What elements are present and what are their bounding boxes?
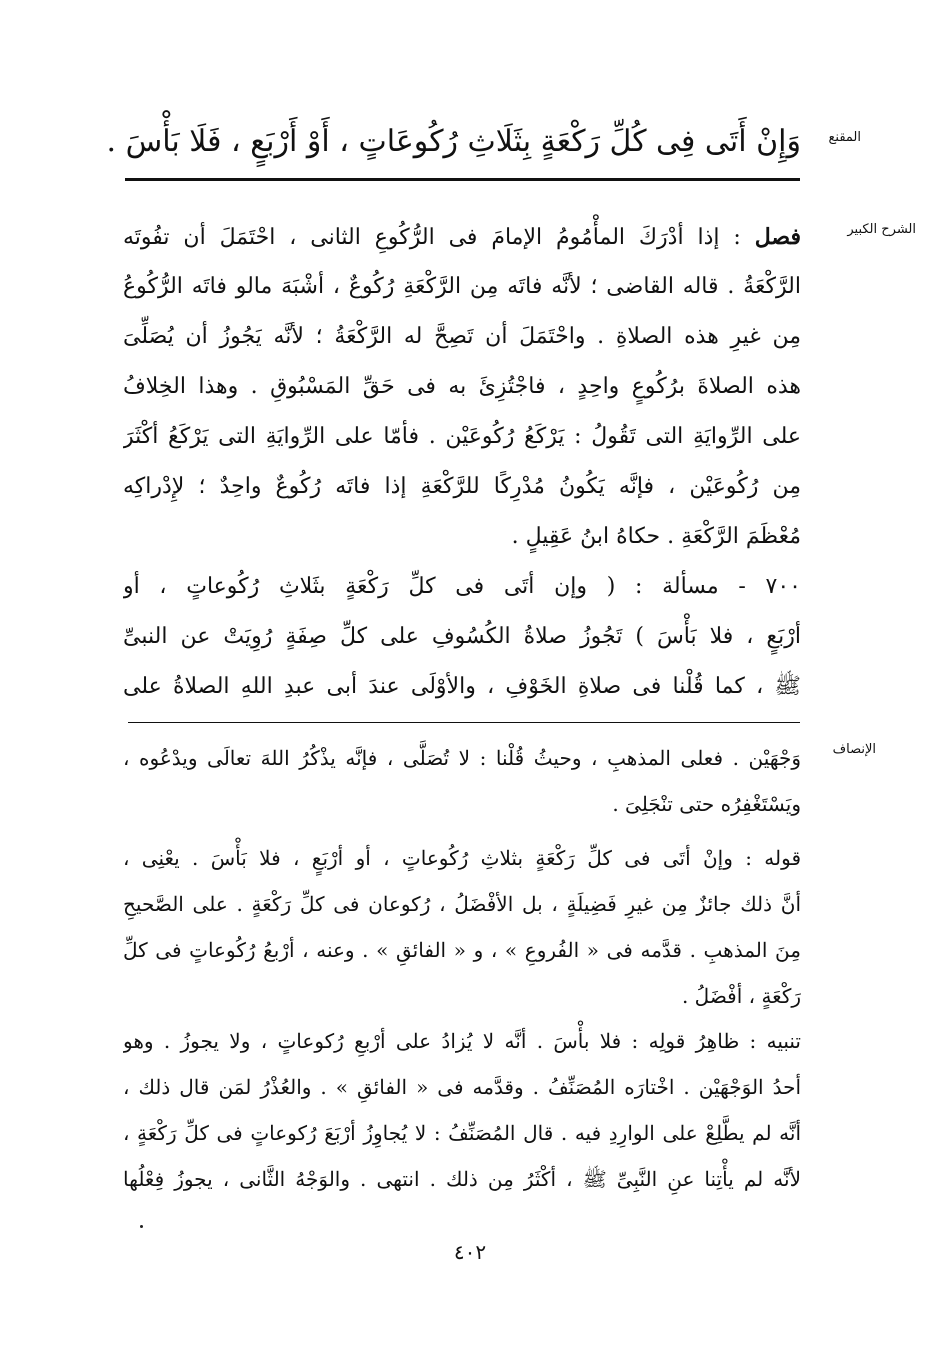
muqni-text: وَإِنْ أَتَى فِى كُلِّ رَكْعَةٍ بِثَلَاثِ رُكُوعَاتٍ ، أَوْ أَرْبَعٍ ، فَلَا بَأْسَ . [106,124,801,159]
insaf-line: لأنَّه لم يأْتِنا عنِ النَّبِىِّ ﷺ ، أكْثَرُ مِن ذلك . انتهى . والوَجْهُ الثَّانى ، يجوزُ فِعْلُها [123,1167,801,1191]
fasl-heading: فصل [754,224,801,250]
sharh-line: مُعْظَمَ الرَّكْعَةِ . حكاهُ ابنُ عَقِيلٍ . [511,524,801,549]
insaf-line: أنَّه لم يطَّلِعْ على الوارِدِ فيه . قال المُصَنِّفُ : لا يُجاوِزُ أرْبَعَ رُكوعاتٍ فى كلِّ رَكْعَةٍ ، [123,1121,801,1145]
insaf-line: أنَّ ذلك جائزٌ مِن غيرِ فَضِيلَةٍ ، بل الأفْضَلُ ، رُكوعان فى كلِّ رَكْعَةٍ . على الصَّحيحِ [123,892,801,916]
insaf-line: وَجْهَيْن . فعلى المذهبِ ، وحيثُ قُلْنا : لا تُصَلَّى ، فإنَّه يذْكُرُ اللهَ تعالَى ويدْعُوه ، [123,746,801,770]
sharh-line: على الرِّوايَةِ التى تَقُولُ : يَرْكَعُ رُكُوعَيْن . فأمّا على الرِّوايَةِ التى يَرْكَعُ أكْثَرَ [123,424,801,449]
sharh-line: أرْبَعٍ ، فلا بَأْسَ ) تَجُوزُ صلاةُ الكُسُوفِ على كلِّ صِفَةٍ رُوِيَتْ عن النبىِّ [123,624,801,649]
sharh-line: مِن غيرِ هذه الصلاةِ . واحْتَمَلَ أن تَصِحَّ له الرَّكْعَةُ ؛ لأنَّه يَجُوزُ أن يُصَلِّىَ [123,324,801,349]
muqni-divider [125,178,800,181]
page-number: ٤٠٢ [453,1240,487,1264]
sharh-line [123,212,801,262]
sharh-text [123,212,801,712]
insaf-paragraph-2 [123,835,801,1019]
sharh-line: هذه الصلاةَ برُكُوعٍ واحِدٍ ، فاجْتُزِئَ به فى حَقِّ المَسْبُوقِ . وهذا الخِلافُ [123,374,801,399]
sharh-line: الرَّكْعَةُ . قاله القاضى ؛ لأنَّه فاتَه مِن الرَّكْعَةِ رُكُوعٌ ، أشْبَهَ مالو فاتَه الرُّكُوعُ [123,274,801,299]
sharh-divider [128,722,800,723]
margin-label-muqni: المقنع [828,130,861,145]
sharh-line: ﷺ ، كما قُلْنا فى صلاةِ الخَوْفِ ، والأوْلَى عندَ أبى عبدِ اللهِ الصلاةُ على [123,674,801,699]
sharh-line-1-rest: : إذا أدْرَكَ المأْمُومُ الإمامَ فى الرُّكُوعِ الثانى ، احْتَمَلَ أن تفُوتَه [123,225,755,250]
margin-label-insaf: الإنصاف [832,742,876,757]
margin-label-sharh: الشرح الكبير [847,222,916,237]
sharh-line: مِن رُكُوعَيْن ، فإنَّه يَكُونُ مُدْرِكًا للرَّكْعَةِ إذا فاتَه رُكُوعٌ واحِدٌ ؛ لإِدْراكِه [123,474,801,499]
insaf-line: رَكْعَةٍ ، أفْضَلُ . [681,984,801,1008]
insaf-line: مِنَ المذهبِ . قدَّمه فى « الفُروعِ » ، و « الفائقِ » . وعنه ، أرْبعُ رُكُوعاتٍ فى كلِّ [123,938,801,962]
stray-mark [140,1225,143,1228]
insaf-line: أحدُ الوَجْهَيْن . اخْتارَه المُصَنِّفُ . وقدَّمه فى « الفائقِ » . والعُذْرُ لمَن قال ذلك ، [123,1075,801,1099]
insaf-paragraph-1 [123,735,801,827]
insaf-line: ويَسْتَغْفِرُه حتى تنْجَلِىَ . [612,792,801,816]
insaf-line: قوله : وإنْ أتَى فى كلِّ رَكْعَةٍ بثلاثِ رُكُوعاتٍ ، أو أرْبَعٍ ، فلا بَأْسَ . يعْنِى ، [123,846,801,870]
sharh-line: ٧٠٠ - مسألة : ( وإن أتَى فى كلِّ رَكْعَةٍ بثَلاثِ رُكُوعاتٍ ، أو [123,574,801,599]
insaf-line: تنبيه : ظاهِرُ قولِه : فلا بأْسَ . أنَّه لا يُزادُ على أرْبعِ رُكوعاتٍ ، ولا يجوزُ . وهو [123,1029,801,1053]
insaf-paragraph-3 [123,1018,801,1202]
